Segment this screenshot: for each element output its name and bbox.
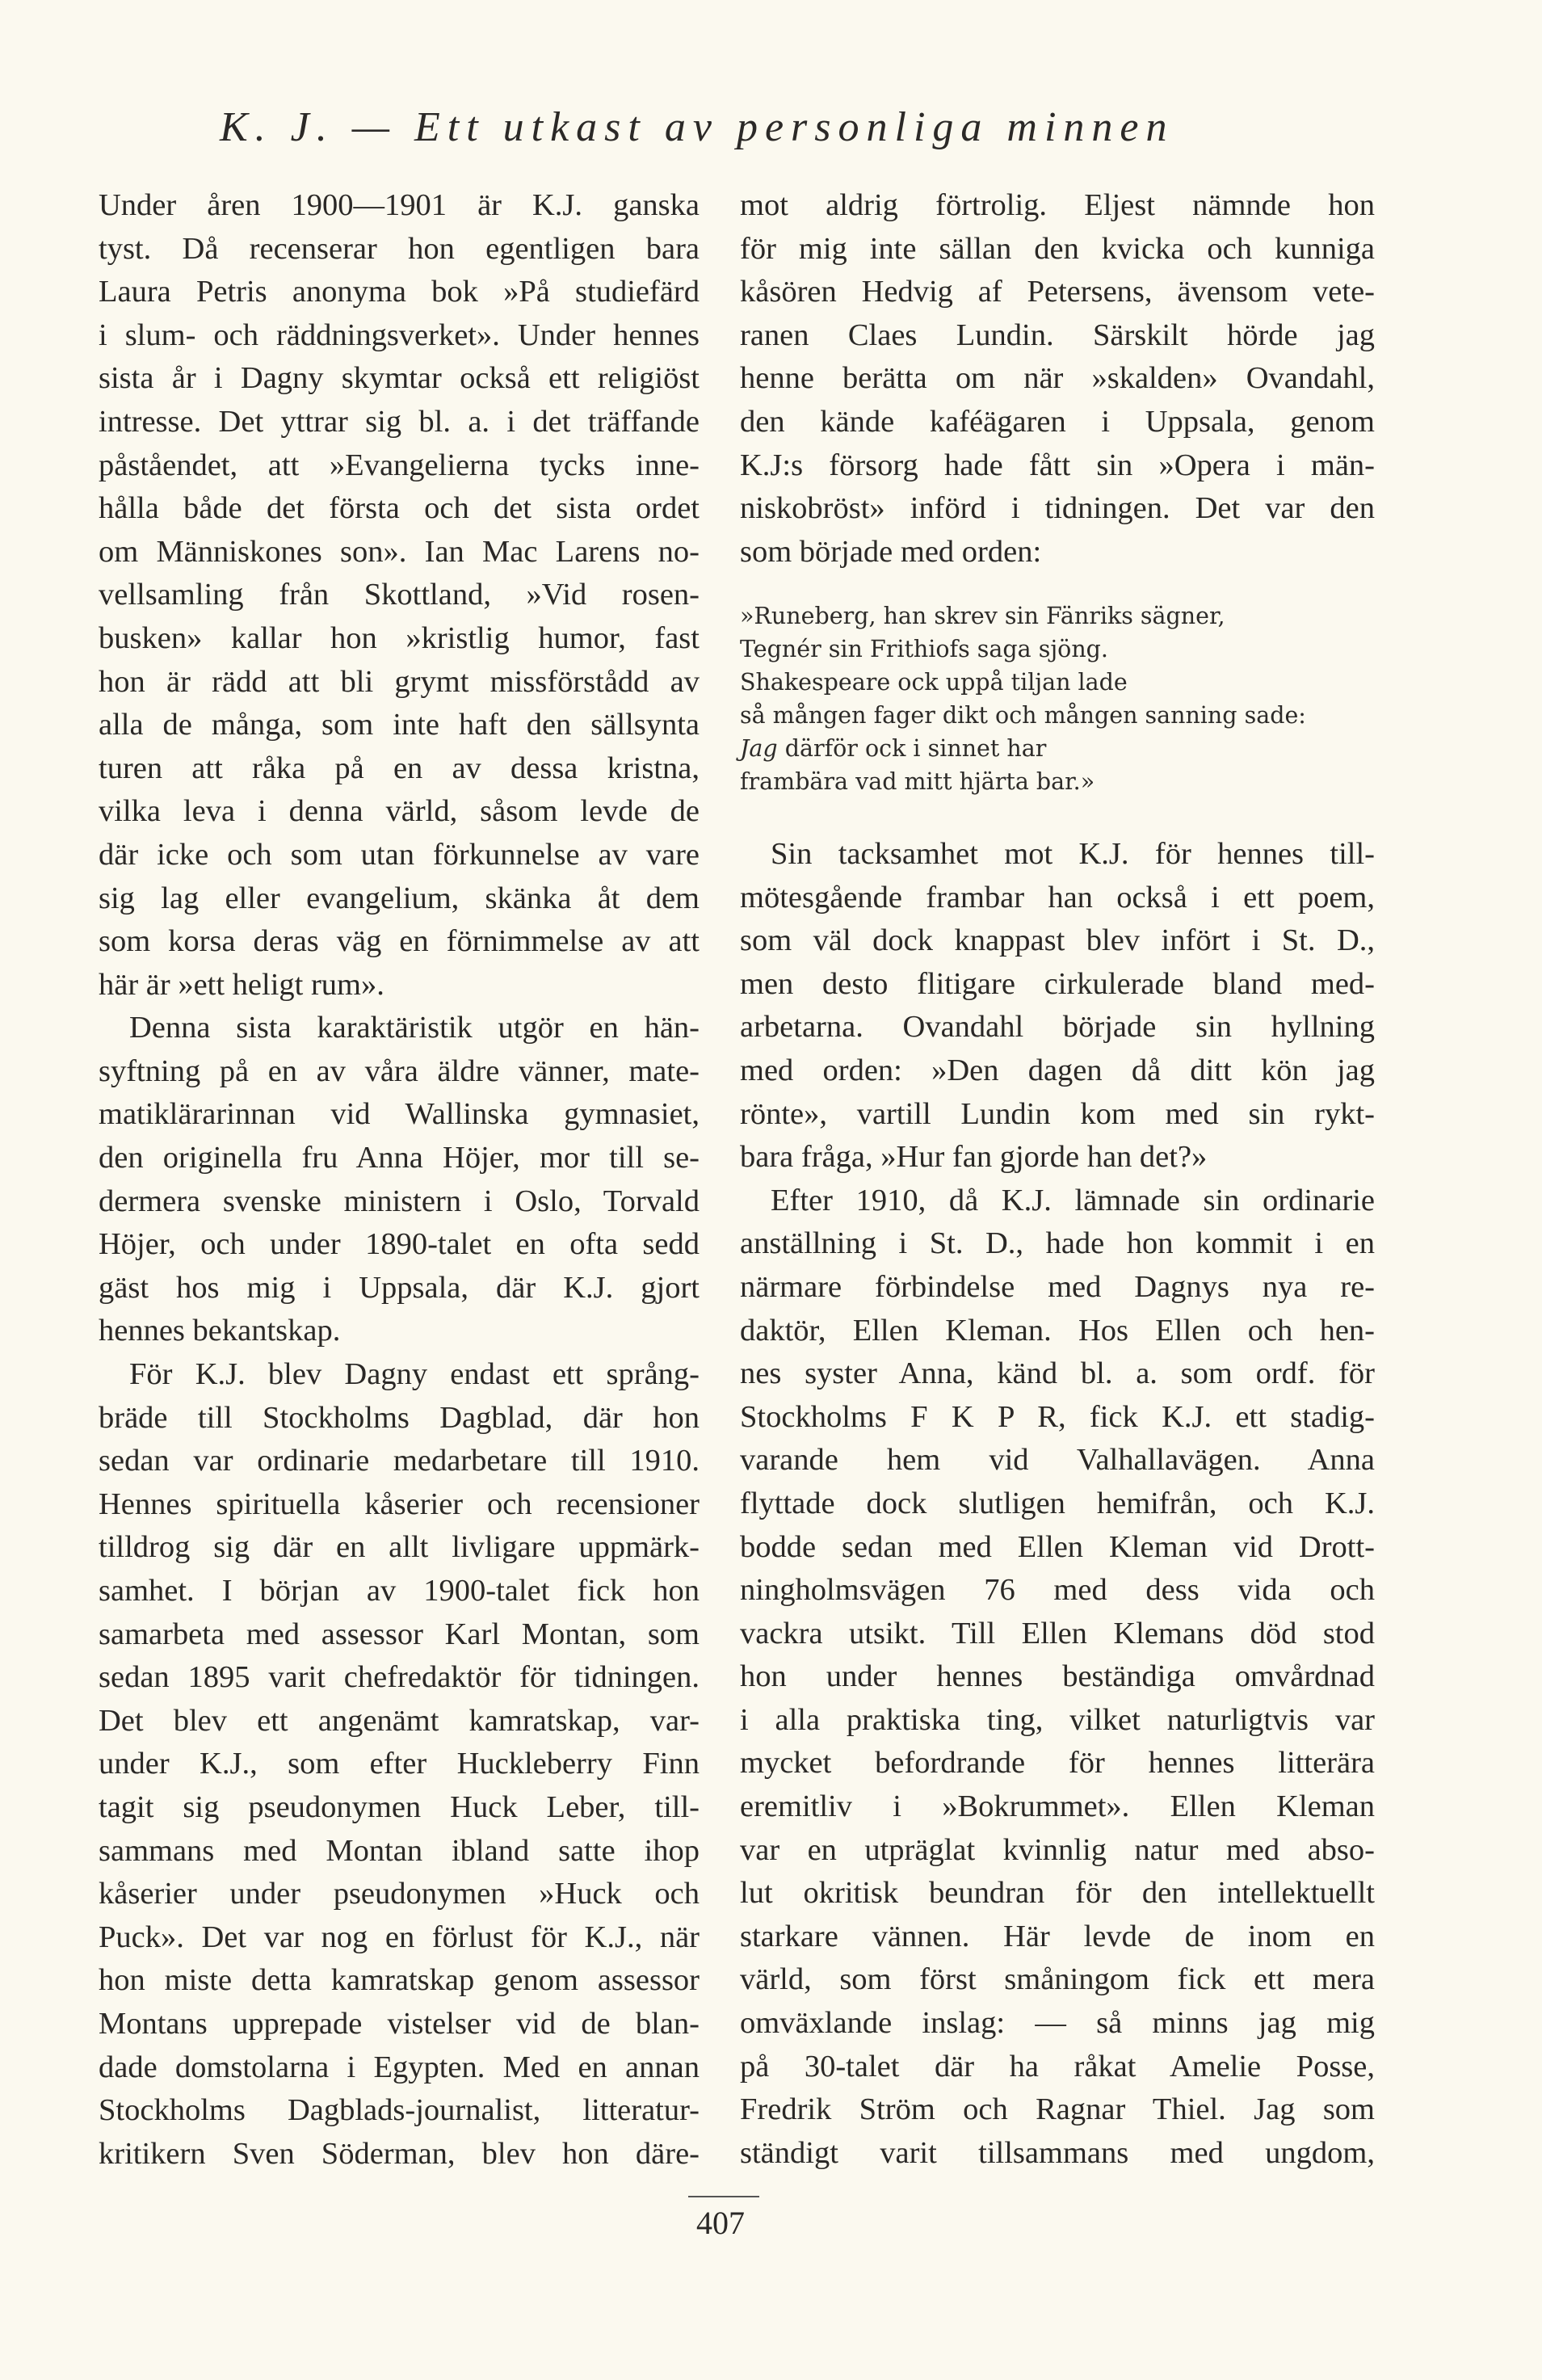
poem-line-text: så mången fager dikt och mången sanning sade: <box>740 702 1306 729</box>
text-line: den originella fru Anna Höjer, mor till se- <box>99 1141 700 1175</box>
text-line: i alla praktiska ting, vilket naturligtvis var <box>740 1702 1375 1737</box>
text-line: under K.J., som efter Huckleberry Finn <box>99 1747 700 1781</box>
text-line: Efter 1910, då K.J. lämnade sin ordinarie <box>771 1183 1375 1217</box>
poem-line-text: »Runeberg, han skrev sin Fänriks sägner, <box>740 603 1225 629</box>
text-line: omväxlande inslag: — så minns jag mig <box>740 2006 1375 2041</box>
text-line: tilldrog sig där en allt livligare uppmärk- <box>99 1530 700 1565</box>
text-line: om Människones son». Ian Mac Larens no- <box>99 534 700 569</box>
text-line: vilka leva i denna värld, såsom levde de <box>99 794 700 829</box>
text-line: Höjer, och under 1890-talet en ofta sedd <box>99 1227 700 1262</box>
text-line: som korsa deras väg en förnimmelse av att <box>99 924 700 959</box>
text-line: syftning på en av våra äldre vänner, mate- <box>99 1053 700 1088</box>
text-line: Under åren 1900—1901 är K.J. ganska <box>99 188 700 222</box>
text-line: bodde sedan med Ellen Kleman vid Drott- <box>740 1529 1375 1564</box>
text-line: arbetarna. Ovandahl började sin hyllning <box>740 1010 1375 1045</box>
poem-line <box>740 599 1375 633</box>
text-line: Fredrik Ström och Ragnar Thiel. Jag som <box>740 2092 1375 2127</box>
text-line: sig lag eller evangelium, skänka åt dem <box>99 881 700 915</box>
poem-line <box>740 699 1375 732</box>
text-line: Laura Petris anonyma bok »På studiefärd <box>99 275 700 309</box>
text-line: För K.J. blev Dagny endast ett språng- <box>129 1357 700 1392</box>
poem-line <box>740 765 1375 798</box>
poem-line-text: frambära vad mitt hjärta bar.» <box>740 768 1095 795</box>
text-line: Sin tacksamhet mot K.J. för hennes till- <box>771 837 1375 871</box>
text-line: som började med orden: <box>740 534 1042 569</box>
text-line: för mig inte sällan den kvicka och kunniga <box>740 231 1375 266</box>
text-line: sammans med Montan ibland satte ihop <box>99 1833 700 1868</box>
text-line: ranen Claes Lundin. Särskilt hörde jag <box>740 317 1375 352</box>
poem-line <box>740 666 1375 699</box>
text-line: värld, som först småningom fick ett mera <box>740 1962 1375 1997</box>
poem-line-text: Tegnér sin Frithiofs saga sjöng. <box>740 636 1108 662</box>
text-line: närmare förbindelse med Dagnys nya re- <box>740 1269 1375 1304</box>
text-line: hon är rädd att bli grymt missförstådd av <box>99 664 700 699</box>
text-line: vellsamling från Skottland, »Vid rosen- <box>99 578 700 612</box>
text-line: gäst hos mig i Uppsala, där K.J. gjort <box>99 1270 700 1305</box>
text-line: daktör, Ellen Kleman. Hos Ellen och hen- <box>740 1313 1375 1348</box>
text-line: intresse. Det yttrar sig bl. a. i det träffande <box>99 404 700 439</box>
text-line: bräde till Stockholms Dagblad, där hon <box>99 1400 700 1435</box>
text-line: där icke och som utan förkunnelse av vare <box>99 837 700 872</box>
text-line: Det blev ett angenämt kamratskap, var- <box>99 1703 700 1738</box>
poem-line-text: Shakespeare ock uppå tiljan lade <box>740 669 1128 696</box>
text-line: här är »ett heligt rum». <box>99 967 384 1002</box>
text-line: som väl dock knappast blev infört i St. D., <box>740 923 1375 958</box>
text-line: henne berätta om när »skalden» Ovandahl, <box>740 361 1375 396</box>
text-line: eremitliv i »Bokrummet». Ellen Kleman <box>740 1789 1375 1824</box>
text-line: starkare vännen. Här levde de inom en <box>740 1919 1375 1953</box>
text-line: sista år i Dagny skymtar också ett religiöst <box>99 361 700 396</box>
text-line: dermera svenske ministern i Oslo, Torvald <box>99 1184 700 1218</box>
text-line: kåsören Hedvig af Petersens, ävensom vete- <box>740 275 1375 309</box>
text-line: kritikern Sven Söderman, blev hon däre- <box>99 2136 700 2171</box>
text-line: matiklärarinnan vid Wallinska gymnasiet, <box>99 1097 700 1132</box>
text-line: mot aldrig förtrolig. Eljest nämnde hon <box>740 188 1375 222</box>
text-line: turen att råka på en av dessa kristna, <box>99 751 700 785</box>
text-line: ständigt varit tillsammans med ungdom, <box>740 2135 1375 2170</box>
text-line: lut okritisk beundran för den intellektuellt <box>740 1876 1375 1911</box>
text-line: Montans upprepade vistelser vid de blan- <box>99 2006 700 2041</box>
page-number-rule <box>688 2196 759 2197</box>
text-line: sedan 1895 varit chefredaktör för tidningen. <box>99 1660 700 1695</box>
text-line: samarbeta med assessor Karl Montan, som <box>99 1617 700 1651</box>
text-line: hennes bekantskap. <box>99 1314 341 1348</box>
text-line: med orden: »Den dagen då ditt kön jag <box>740 1053 1375 1087</box>
poem-italic-word: Jag <box>740 735 778 762</box>
text-line: Stockholms Dagblads-journalist, litteratur- <box>99 2093 700 2128</box>
text-line: rönte», vartill Lundin kom med sin rykt- <box>740 1096 1375 1131</box>
running-header-title: K. J. — Ett utkast av personliga minnen <box>220 104 1174 150</box>
text-line: bara fråga, »Hur fan gjorde han det?» <box>740 1140 1208 1175</box>
text-line: hon under hennes beständiga omvårdnad <box>740 1659 1375 1694</box>
text-line: hon miste detta kamratskap genom assessor <box>99 1963 700 1998</box>
text-line: tagit sig pseudonymen Huck Leber, till- <box>99 1789 700 1824</box>
text-line: vackra utsikt. Till Ellen Klemans död stod <box>740 1616 1375 1650</box>
text-line: hålla både det första och det sista ordet <box>99 491 700 526</box>
text-line: var en utpräglat kvinnlig natur med abso- <box>740 1832 1375 1867</box>
quoted-poem <box>740 599 1375 798</box>
text-line: alla de många, som inte haft den sällsynta <box>99 708 700 742</box>
text-line: på 30-talet där ha råkat Amelie Posse, <box>740 2049 1375 2084</box>
text-line: tyst. Då recenserar hon egentligen bara <box>99 231 700 266</box>
text-line: nes syster Anna, känd bl. a. som ordf. för <box>740 1356 1375 1391</box>
poem-line-text: därför ock i sinnet har <box>777 735 1047 762</box>
left-text-column <box>99 184 700 2176</box>
text-line: samhet. I början av 1900-talet fick hon <box>99 1574 700 1608</box>
text-line: busken» kallar hon »kristlig humor, fast <box>99 620 700 655</box>
poem-line <box>740 732 1375 765</box>
text-line: sedan var ordinarie medarbetare till 1910. <box>99 1444 700 1478</box>
right-text-column-top <box>740 184 1375 574</box>
poem-line <box>740 633 1375 666</box>
text-line: mycket befordrande för hennes litterära <box>740 1746 1375 1781</box>
text-line: i slum- och räddningsverket». Under hennes <box>99 317 700 352</box>
text-line: mötesgående frambar han också i ett poem, <box>740 880 1375 915</box>
text-line: kåserier under pseudonymen »Huck och <box>99 1877 700 1911</box>
right-text-column-bottom <box>740 833 1375 2175</box>
text-line: varande hem vid Valhallavägen. Anna <box>740 1443 1375 1478</box>
text-line: anställning i St. D., hade hon kommit i en <box>740 1226 1375 1261</box>
text-line: Puck». Det var nog en förlust för K.J., när <box>99 1920 700 1954</box>
text-line: den kände kaféägaren i Uppsala, genom <box>740 404 1375 439</box>
text-line: påståendet, att »Evangelierna tycks inne- <box>99 448 700 482</box>
text-line: men desto flitigare cirkulerade bland med- <box>740 966 1375 1001</box>
text-line: K.J:s försorg hade fått sin »Opera i män- <box>740 448 1375 482</box>
text-line: Hennes spirituella kåserier och recensioner <box>99 1486 700 1521</box>
text-line: dade domstolarna i Egypten. Med en annan <box>99 2050 700 2084</box>
page-number: 407 <box>696 2205 745 2241</box>
text-line: niskobröst» införd i tidningen. Det var den <box>740 491 1375 526</box>
text-line: Stockholms F K P R, fick K.J. ett stadig- <box>740 1399 1375 1434</box>
text-line: flyttade dock slutligen hemifrån, och K.J. <box>740 1486 1375 1520</box>
text-line: Denna sista karaktäristik utgör en hän- <box>129 1011 700 1045</box>
text-line: ningholmsvägen 76 med dess vida och <box>740 1573 1375 1608</box>
